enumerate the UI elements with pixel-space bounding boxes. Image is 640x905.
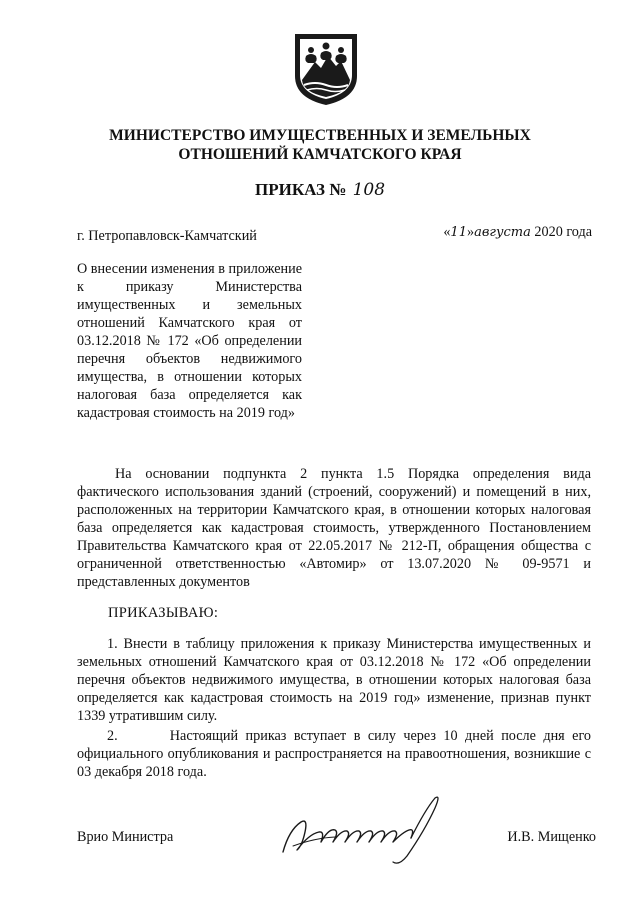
order-number: 108 xyxy=(352,180,386,200)
order-word: ПРИКАЗЫВАЮ: xyxy=(108,605,219,621)
order-heading xyxy=(0,180,640,200)
date-open-quote: « xyxy=(443,224,451,240)
date-day: 11 xyxy=(450,225,467,240)
signatory-name: И.В. Мищенко xyxy=(507,829,596,845)
signatory-title: Врио Министра xyxy=(77,829,174,845)
signature-image xyxy=(275,790,455,870)
item-2: 2. Настоящий приказ вступает в силу через 10 дней после дня его официального опубликования и распространяется на правоотношения, возникшие с 03 декабря 2018 года. xyxy=(77,728,595,780)
basis-paragraph: На основании подпункта 2 пункта 1.5 Порядка определения вида фактического использования зданий (строений, сооружений) и помещений в них, расположенных на территории Камчатского края, в отношении которых налоговая база определяется как кадастровая стоимость, утвержденного Постановлением Правительства Камчатского края от 22.05.2017 № 212-П, обращения общества с ограниченной ответственностью «Автомир» от 13.07.2020 № 09-9571 и представленных документов xyxy=(77,466,591,590)
order-subject: О внесении изменения в приложение к приказу Министерства имущественных и земельных отношений Камчатского края от 03.12.2018 № 172 «Об определении перечня объектов недвижимого имущества, в отношении которых налоговая база определяется как кадастровая стоимость на 2019 год» xyxy=(77,261,302,421)
coat-of-arms-icon xyxy=(291,28,361,106)
item-1: 1. Внести в таблицу приложения к приказу Министерства имущественных и земельных отношений Камчатского края от 03.12.2018 № 172 «Об определении перечня объектов недвижимого имущества, в отношении которых налоговая база определяется как кадастровая стоимость на 2019 год» изменение, признав пункт 1339 утратившим силу. xyxy=(77,636,591,724)
ministry-line-1: МИНИСТЕРСТВО ИМУЩЕСТВЕННЫХ И ЗЕМЕЛЬНЫХ xyxy=(109,127,531,144)
date-mid-quote: » xyxy=(466,224,475,240)
city: г. Петропавловск-Камчатский xyxy=(77,228,257,244)
ministry-line-2: ОТНОШЕНИЙ КАМЧАТСКОГО КРАЯ xyxy=(178,146,462,163)
order-date xyxy=(443,224,592,241)
ministry-name xyxy=(60,126,580,164)
date-year: 2020 года xyxy=(534,224,592,240)
order-title: ПРИКАЗ № xyxy=(254,180,347,199)
date-month: августа xyxy=(474,225,531,240)
